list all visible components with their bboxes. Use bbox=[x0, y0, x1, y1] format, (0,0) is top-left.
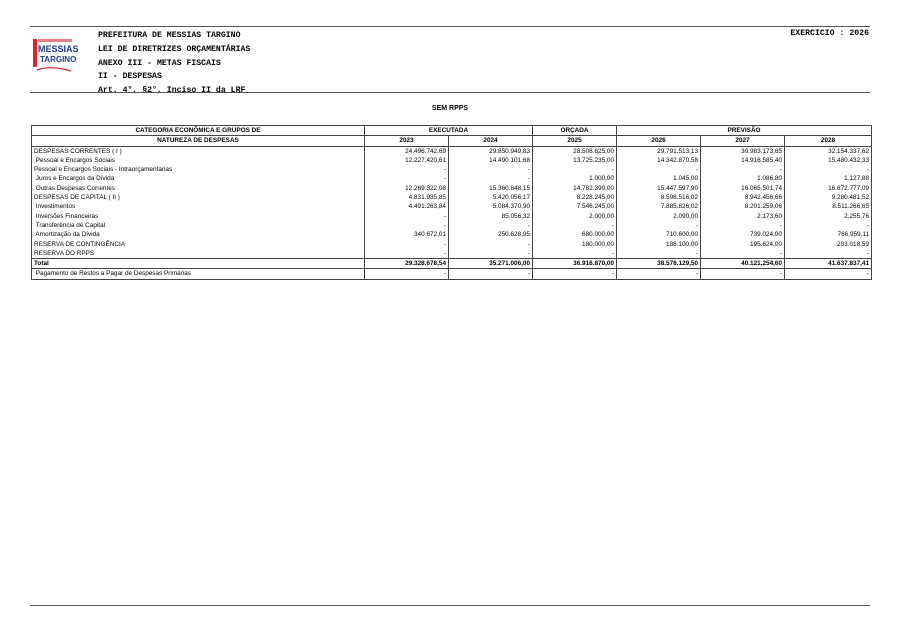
value-cell: 28.508.625,00 bbox=[533, 146, 617, 156]
table-row bbox=[32, 269, 872, 279]
value-cell: - bbox=[365, 249, 449, 259]
municipality-logo bbox=[31, 37, 79, 77]
value-cell: 13.725.235,00 bbox=[533, 156, 617, 165]
value-cell: 1.086,80 bbox=[701, 174, 785, 183]
row-label: Investimentos bbox=[32, 202, 365, 211]
table-row bbox=[32, 146, 872, 156]
expenses-table bbox=[31, 125, 872, 280]
value-cell: - bbox=[785, 165, 872, 174]
value-cell: - bbox=[617, 249, 701, 259]
group-previsao: PREVISÃO bbox=[617, 126, 872, 136]
table-row bbox=[32, 202, 872, 211]
value-cell: 14.490.101,68 bbox=[449, 156, 533, 165]
value-cell: 38.578.129,50 bbox=[617, 259, 701, 269]
value-cell: - bbox=[701, 165, 785, 174]
value-cell: 8.511.266,65 bbox=[785, 202, 872, 211]
value-cell: - bbox=[365, 221, 449, 230]
value-cell: 30.983.173,65 bbox=[701, 146, 785, 156]
value-cell: 41.637.837,41 bbox=[785, 259, 872, 269]
value-cell: 15.360.848,15 bbox=[449, 184, 533, 193]
value-cell: - bbox=[449, 249, 533, 259]
value-cell: - bbox=[533, 221, 617, 230]
row-label: Juros e Encargos da Dívida bbox=[32, 174, 365, 183]
value-cell: 29.791.513,13 bbox=[617, 146, 701, 156]
value-cell: 7.546.245,00 bbox=[533, 202, 617, 211]
year-header: 2023 bbox=[365, 136, 449, 146]
row-label: DESPESAS CORRENTES ( I ) bbox=[32, 146, 365, 156]
header-rule bbox=[30, 92, 870, 93]
value-cell: 8.598.516,02 bbox=[617, 193, 701, 202]
table-row bbox=[32, 174, 872, 183]
value-cell: 29.850.949,83 bbox=[449, 146, 533, 156]
table-row bbox=[32, 156, 872, 165]
value-cell: - bbox=[533, 269, 617, 279]
value-cell: 15.447.597,90 bbox=[617, 184, 701, 193]
value-cell: - bbox=[785, 249, 872, 259]
value-cell: 32.154.337,62 bbox=[785, 146, 872, 156]
table-row bbox=[32, 165, 872, 174]
value-cell: - bbox=[365, 212, 449, 221]
value-cell: 1.045,00 bbox=[617, 174, 701, 183]
value-cell: 2.090,00 bbox=[617, 212, 701, 221]
value-cell: - bbox=[365, 240, 449, 249]
value-cell: - bbox=[533, 249, 617, 259]
year-header: 2026 bbox=[617, 136, 701, 146]
value-cell: 12.269.322,08 bbox=[365, 184, 449, 193]
group-orcada: ORÇADA bbox=[533, 126, 617, 136]
value-cell: 2.000,00 bbox=[533, 212, 617, 221]
value-cell: - bbox=[701, 221, 785, 230]
value-cell: 250.628,95 bbox=[449, 230, 533, 239]
value-cell: 2.255,76 bbox=[785, 212, 872, 221]
category-header-1: CATEGORIA ECONÔMICA E GRUPOS DE bbox=[32, 126, 365, 136]
total-row bbox=[32, 259, 872, 269]
value-cell: - bbox=[617, 221, 701, 230]
value-cell: - bbox=[449, 165, 533, 174]
report-header bbox=[98, 29, 250, 98]
table-row bbox=[32, 193, 872, 202]
value-cell: 7.885.826,02 bbox=[617, 202, 701, 211]
table-row bbox=[32, 221, 872, 230]
value-cell: - bbox=[533, 165, 617, 174]
value-cell: - bbox=[365, 174, 449, 183]
value-cell: 9.280.481,52 bbox=[785, 193, 872, 202]
value-cell: 14.916.585,40 bbox=[701, 156, 785, 165]
row-label: RESERVA DO RPPS bbox=[32, 249, 365, 259]
year-header: 2025 bbox=[533, 136, 617, 146]
value-cell: 24.496.742,69 bbox=[365, 146, 449, 156]
header-line-2: LEI DE DIRETRIZES ORÇAMENTÁRIAS bbox=[98, 44, 251, 54]
value-cell: 2.173,60 bbox=[701, 212, 785, 221]
value-cell: 203.018,59 bbox=[785, 240, 872, 249]
header-line-1: PREFEITURA DE MESSIAS TARGINO bbox=[98, 31, 241, 40]
row-label: Total bbox=[32, 259, 365, 269]
row-label: Inversões Financeiras bbox=[32, 212, 365, 221]
row-label: Pagamento de Restos a Pagar de Despesas Primárias bbox=[32, 269, 365, 279]
year-header: 2027 bbox=[701, 136, 785, 146]
value-cell: - bbox=[449, 174, 533, 183]
value-cell: - bbox=[785, 221, 872, 230]
value-cell: 1.127,88 bbox=[785, 174, 872, 183]
year-header: 2028 bbox=[785, 136, 872, 146]
value-cell: - bbox=[617, 269, 701, 279]
row-label: Transferência de Capital bbox=[32, 221, 365, 230]
value-cell: 40.121.254,60 bbox=[701, 259, 785, 269]
table-row bbox=[32, 184, 872, 193]
value-cell: 739.024,00 bbox=[701, 230, 785, 239]
value-cell: - bbox=[617, 165, 701, 174]
value-cell: - bbox=[785, 269, 872, 279]
row-label: RESERVA DE CONTINGÊNCIA bbox=[32, 240, 365, 249]
year-header: 2024 bbox=[449, 136, 533, 146]
value-cell: 680.000,00 bbox=[533, 230, 617, 239]
group-executada: EXECUTADA bbox=[365, 126, 533, 136]
bottom-rule bbox=[30, 605, 870, 606]
header-line-4: II - DESPESAS bbox=[98, 72, 162, 82]
value-cell: 16.065.501,74 bbox=[701, 184, 785, 193]
table-row bbox=[32, 240, 872, 249]
table-row bbox=[32, 249, 872, 259]
top-rule bbox=[30, 26, 870, 27]
value-cell: 35.271.006,00 bbox=[449, 259, 533, 269]
value-cell: 195.624,00 bbox=[701, 240, 785, 249]
logo-text-1: MESSIAS bbox=[38, 44, 79, 54]
value-cell: 12.227.420,61 bbox=[365, 156, 449, 165]
row-label: DESPESAS DE CAPITAL ( II ) bbox=[32, 193, 365, 202]
value-cell: 85.056,32 bbox=[449, 212, 533, 221]
value-cell: 8.942.456,66 bbox=[701, 193, 785, 202]
header-line-5: Art. 4°, §2°, Inciso II da LRF bbox=[98, 86, 246, 96]
value-cell: 4.491.263,84 bbox=[365, 202, 449, 211]
value-cell: - bbox=[449, 221, 533, 230]
value-cell: 188.100,00 bbox=[617, 240, 701, 249]
value-cell: 1.000,00 bbox=[533, 174, 617, 183]
value-cell: - bbox=[701, 269, 785, 279]
row-label: Amortização da Dívida bbox=[32, 230, 365, 239]
value-cell: 14.782.390,00 bbox=[533, 184, 617, 193]
value-cell: - bbox=[449, 269, 533, 279]
table-row bbox=[32, 230, 872, 239]
value-cell: 29.328.678,54 bbox=[365, 259, 449, 269]
value-cell: 5.420.056,17 bbox=[449, 193, 533, 202]
value-cell: 5.084.370,90 bbox=[449, 202, 533, 211]
value-cell: - bbox=[449, 240, 533, 249]
value-cell: 8.201.259,06 bbox=[701, 202, 785, 211]
value-cell: 340.672,01 bbox=[365, 230, 449, 239]
value-cell: 710.600,00 bbox=[617, 230, 701, 239]
row-label: Pessoal e Encargos Sociais - Intraorçamentarias bbox=[32, 165, 365, 174]
row-label: Pessoal e Encargos Sociais bbox=[32, 156, 365, 165]
value-cell: - bbox=[365, 269, 449, 279]
value-cell: 15.480.432,33 bbox=[785, 156, 872, 165]
value-cell: 8.228.245,00 bbox=[533, 193, 617, 202]
value-cell: - bbox=[365, 165, 449, 174]
value-cell: 14.342.870,58 bbox=[617, 156, 701, 165]
category-header-2: NATUREZA DE DESPESAS bbox=[32, 136, 365, 146]
value-cell: - bbox=[701, 249, 785, 259]
value-cell: 36.916.870,00 bbox=[533, 259, 617, 269]
table-row bbox=[32, 212, 872, 221]
value-cell: 16.672.777,09 bbox=[785, 184, 872, 193]
table-subtitle: SEM RPPS bbox=[431, 105, 469, 112]
header-line-3: ANEXO III - METAS FISCAIS bbox=[98, 58, 221, 68]
value-cell: 766.959,11 bbox=[785, 230, 872, 239]
value-cell: 4.831.935,85 bbox=[365, 193, 449, 202]
row-label: Outras Despesas Correntes bbox=[32, 184, 365, 193]
exercicio-label: EXERCICIO : 2026 bbox=[790, 29, 869, 38]
logo-text-2: TARGINO bbox=[40, 55, 77, 64]
value-cell: 180.000,00 bbox=[533, 240, 617, 249]
